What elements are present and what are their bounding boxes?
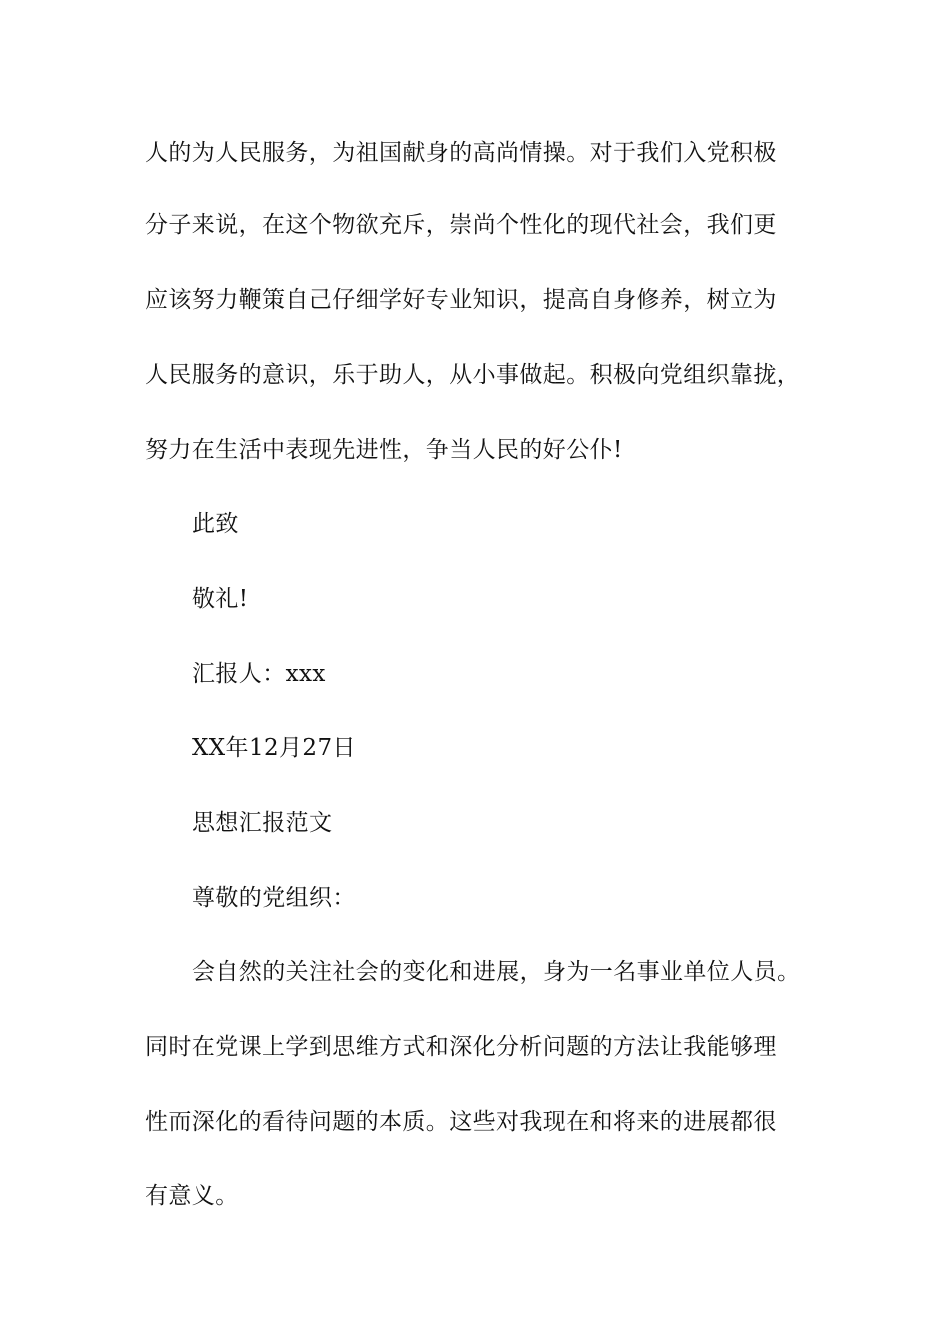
body-text-line: 分子来说，在这个物欲充斥，崇尚个性化的现代社会，我们更 xyxy=(145,212,777,238)
report-date: XX年12月27日 xyxy=(192,735,356,761)
body-text-line: 会自然的关注社会的变化和进展，身为一名事业单位人员。 xyxy=(192,959,801,985)
greeting: 尊敬的党组织： xyxy=(192,885,356,911)
body-text-line: 人的为人民服务，为祖国献身的高尚情操。对于我们入党积极 xyxy=(145,140,777,166)
body-text-line: 同时在党课上学到思维方式和深化分析问题的方法让我能够理 xyxy=(145,1034,777,1060)
body-text-line: 有意义。 xyxy=(145,1183,239,1209)
body-text-line: 人民服务的意识，乐于助人，从小事做起。积极向党组织靠拢， xyxy=(145,362,801,388)
body-text-line: 努力在生活中表现先进性，争当人民的好公仆! xyxy=(145,437,623,463)
closing-regards: 敬礼! xyxy=(192,586,249,612)
closing-salutation: 此致 xyxy=(192,511,239,537)
section-title: 思想汇报范文 xyxy=(192,810,333,836)
body-text-line: 性而深化的看待问题的本质。这些对我现在和将来的进展都很 xyxy=(145,1109,777,1135)
body-text-line: 应该努力鞭策自己仔细学好专业知识，提高自身修养，树立为 xyxy=(145,287,777,313)
reporter-signature: 汇报人：xxx xyxy=(192,661,326,687)
